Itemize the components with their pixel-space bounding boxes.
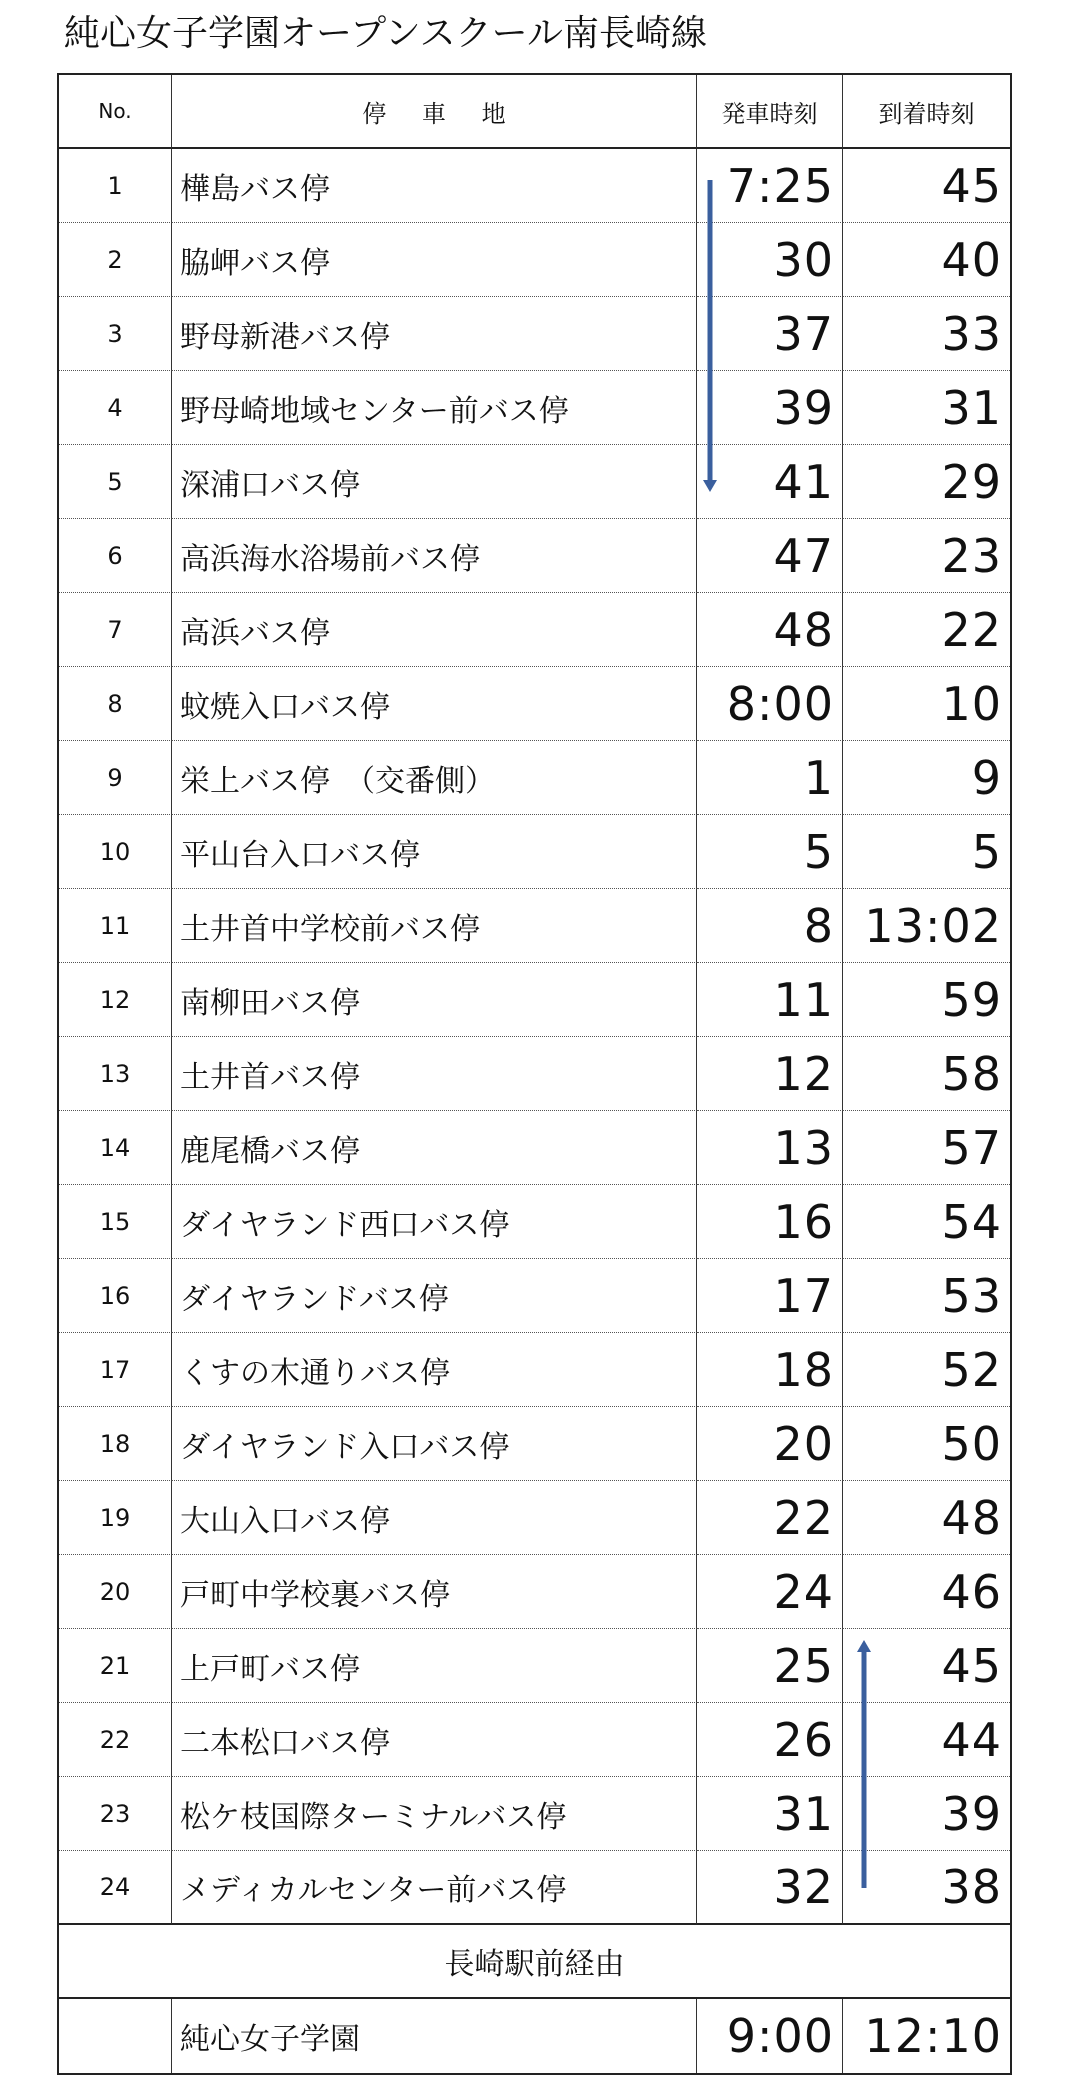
stop-name: 栄上バス停 （交番側） bbox=[172, 741, 697, 815]
stop-number: 23 bbox=[59, 1777, 172, 1851]
stop-number: 24 bbox=[59, 1851, 172, 1925]
destination-depart: 9:00 bbox=[697, 1999, 843, 2073]
depart-time: 48 bbox=[697, 593, 843, 667]
stop-number: 21 bbox=[59, 1629, 172, 1703]
stop-name: ダイヤランド西口バス停 bbox=[172, 1185, 697, 1259]
stop-number: 18 bbox=[59, 1407, 172, 1481]
stop-name: 高浜海水浴場前バス停 bbox=[172, 519, 697, 593]
depart-time: 32 bbox=[697, 1851, 843, 1925]
depart-time: 24 bbox=[697, 1555, 843, 1629]
table-row bbox=[59, 1111, 1010, 1185]
arrive-time: 23 bbox=[843, 519, 1010, 593]
arrive-time: 22 bbox=[843, 593, 1010, 667]
stop-name: 蚊焼入口バス停 bbox=[172, 667, 697, 741]
arrive-time: 40 bbox=[843, 223, 1010, 297]
depart-time: 37 bbox=[697, 297, 843, 371]
table-row bbox=[59, 1851, 1010, 1925]
stop-name: 樺島バス停 bbox=[172, 149, 697, 223]
stop-number: 13 bbox=[59, 1037, 172, 1111]
depart-time: 25 bbox=[697, 1629, 843, 1703]
arrive-time: 58 bbox=[843, 1037, 1010, 1111]
stop-name: 土井首中学校前バス停 bbox=[172, 889, 697, 963]
arrive-time: 54 bbox=[843, 1185, 1010, 1259]
table-row bbox=[59, 593, 1010, 667]
stop-name: 深浦口バス停 bbox=[172, 445, 697, 519]
arrive-time: 45 bbox=[843, 1629, 1010, 1703]
stop-name: 平山台入口バス停 bbox=[172, 815, 697, 889]
stop-number: 20 bbox=[59, 1555, 172, 1629]
header-arrive: 到着時刻 bbox=[843, 75, 1010, 149]
table-row bbox=[59, 1555, 1010, 1629]
stop-number: 8 bbox=[59, 667, 172, 741]
depart-time: 13 bbox=[697, 1111, 843, 1185]
stop-name: 脇岬バス停 bbox=[172, 223, 697, 297]
table-row bbox=[59, 1481, 1010, 1555]
stop-number: 2 bbox=[59, 223, 172, 297]
arrive-time: 39 bbox=[843, 1777, 1010, 1851]
timetable-rows bbox=[59, 149, 1010, 1925]
depart-time: 12 bbox=[697, 1037, 843, 1111]
arrive-time: 33 bbox=[843, 297, 1010, 371]
depart-time: 31 bbox=[697, 1777, 843, 1851]
stop-name: メディカルセンター前バス停 bbox=[172, 1851, 697, 1925]
stop-name: 戸町中学校裏バス停 bbox=[172, 1555, 697, 1629]
stop-name: ダイヤランドバス停 bbox=[172, 1259, 697, 1333]
table-row bbox=[59, 1407, 1010, 1481]
stop-number: 11 bbox=[59, 889, 172, 963]
table-row bbox=[59, 223, 1010, 297]
stop-number: 12 bbox=[59, 963, 172, 1037]
stop-number: 3 bbox=[59, 297, 172, 371]
table-row bbox=[59, 815, 1010, 889]
arrive-time: 45 bbox=[843, 149, 1010, 223]
table-row bbox=[59, 741, 1010, 815]
stop-name: 鹿尾橋バス停 bbox=[172, 1111, 697, 1185]
depart-time: 41 bbox=[697, 445, 843, 519]
table-row bbox=[59, 1259, 1010, 1333]
stop-number: 15 bbox=[59, 1185, 172, 1259]
depart-time: 7:25 bbox=[697, 149, 843, 223]
depart-time: 47 bbox=[697, 519, 843, 593]
arrive-time: 57 bbox=[843, 1111, 1010, 1185]
stop-number: 1 bbox=[59, 149, 172, 223]
table-row bbox=[59, 963, 1010, 1037]
table-row bbox=[59, 149, 1010, 223]
arrive-time: 46 bbox=[843, 1555, 1010, 1629]
depart-time: 8 bbox=[697, 889, 843, 963]
table-row bbox=[59, 297, 1010, 371]
arrive-time: 10 bbox=[843, 667, 1010, 741]
stop-name: 二本松口バス停 bbox=[172, 1703, 697, 1777]
table-row bbox=[59, 1333, 1010, 1407]
stop-number: 16 bbox=[59, 1259, 172, 1333]
destination-no bbox=[59, 1999, 172, 2073]
stop-number: 17 bbox=[59, 1333, 172, 1407]
depart-time: 1 bbox=[697, 741, 843, 815]
header-depart: 発車時刻 bbox=[697, 75, 843, 149]
table-row bbox=[59, 371, 1010, 445]
arrive-time: 59 bbox=[843, 963, 1010, 1037]
depart-time: 11 bbox=[697, 963, 843, 1037]
stop-name: くすの木通りバス停 bbox=[172, 1333, 697, 1407]
stop-name: 土井首バス停 bbox=[172, 1037, 697, 1111]
arrive-time: 53 bbox=[843, 1259, 1010, 1333]
stop-number: 9 bbox=[59, 741, 172, 815]
arrive-time: 31 bbox=[843, 371, 1010, 445]
stop-name: 上戸町バス停 bbox=[172, 1629, 697, 1703]
table-row bbox=[59, 1703, 1010, 1777]
destination-row bbox=[59, 1999, 1010, 2073]
stop-name: ダイヤランド入口バス停 bbox=[172, 1407, 697, 1481]
depart-time: 39 bbox=[697, 371, 843, 445]
arrive-time: 5 bbox=[843, 815, 1010, 889]
table-row bbox=[59, 1777, 1010, 1851]
bus-timetable bbox=[57, 73, 1012, 2075]
arrive-time: 13:02 bbox=[843, 889, 1010, 963]
stop-name: 大山入口バス停 bbox=[172, 1481, 697, 1555]
arrive-time: 50 bbox=[843, 1407, 1010, 1481]
depart-time: 30 bbox=[697, 223, 843, 297]
table-row bbox=[59, 889, 1010, 963]
depart-time: 8:00 bbox=[697, 667, 843, 741]
destination-arrive: 12:10 bbox=[864, 2009, 1002, 2063]
stop-name: 野母崎地域センター前バス停 bbox=[172, 371, 697, 445]
table-row bbox=[59, 1185, 1010, 1259]
table-row bbox=[59, 519, 1010, 593]
table-row bbox=[59, 445, 1010, 519]
table-row bbox=[59, 667, 1010, 741]
stop-number: 10 bbox=[59, 815, 172, 889]
destination-name: 純心女子学園 bbox=[172, 1999, 697, 2073]
arrive-time: 9 bbox=[843, 741, 1010, 815]
depart-time: 5 bbox=[697, 815, 843, 889]
depart-time: 26 bbox=[697, 1703, 843, 1777]
stop-name: 南柳田バス停 bbox=[172, 963, 697, 1037]
stop-number: 4 bbox=[59, 371, 172, 445]
arrive-time: 29 bbox=[843, 445, 1010, 519]
stop-number: 7 bbox=[59, 593, 172, 667]
stop-number: 5 bbox=[59, 445, 172, 519]
stop-number: 14 bbox=[59, 1111, 172, 1185]
table-header bbox=[59, 75, 1010, 149]
arrive-time: 48 bbox=[843, 1481, 1010, 1555]
table-row bbox=[59, 1629, 1010, 1703]
depart-time: 20 bbox=[697, 1407, 843, 1481]
arrive-time: 38 bbox=[843, 1851, 1010, 1925]
stop-number: 19 bbox=[59, 1481, 172, 1555]
depart-time: 18 bbox=[697, 1333, 843, 1407]
stop-name: 松ケ枝国際ターミナルバス停 bbox=[172, 1777, 697, 1851]
arrive-time: 44 bbox=[843, 1703, 1010, 1777]
depart-time: 16 bbox=[697, 1185, 843, 1259]
stop-number: 6 bbox=[59, 519, 172, 593]
depart-time: 17 bbox=[697, 1259, 843, 1333]
via-note: 長崎駅前経由 bbox=[59, 1925, 1010, 1999]
stop-name: 高浜バス停 bbox=[172, 593, 697, 667]
header-stop: 停 車 地 bbox=[172, 75, 697, 149]
arrive-time: 52 bbox=[843, 1333, 1010, 1407]
header-no: No. bbox=[59, 75, 172, 149]
stop-number: 22 bbox=[59, 1703, 172, 1777]
depart-time: 22 bbox=[697, 1481, 843, 1555]
page-title: 純心女子学園オープンスクール南長崎線 bbox=[64, 13, 707, 54]
table-row bbox=[59, 1037, 1010, 1111]
stop-name: 野母新港バス停 bbox=[172, 297, 697, 371]
